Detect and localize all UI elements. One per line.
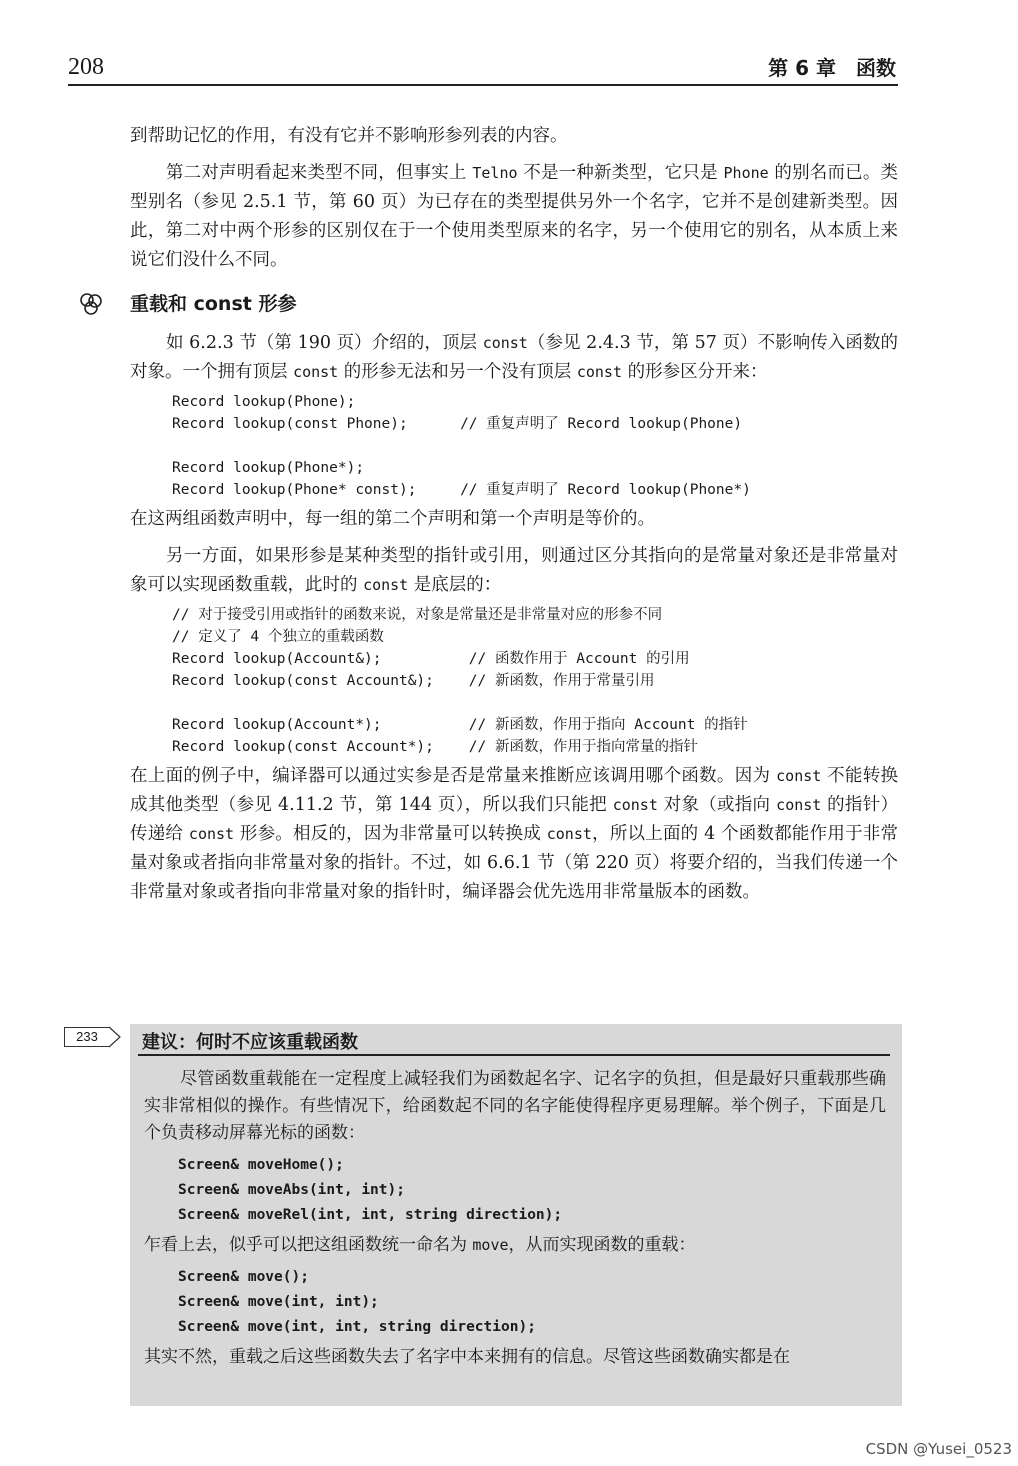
section-paragraph-4: 在上面的例子中，编译器可以通过实参是否是常量来推断应该调用哪个函数。因为 const 不能转换成其他类型（参见 4.11.2 节，第 144 页），所以我们只能把 const 对象（或指向 const 的指针）传递给 const 形参。相反的，因为非常量可以转换成 const，所以上面的 4 个函数都能作用于非常量对象或者指向非常量对象的指针。不过，如 6.6.1 节（第 220 页）将要介绍的，当我们传递一个非常量对象或者指向非常量对象的指针时，编译器会优先选用非常量版本的函数。 [130,766,899,902]
tip-paragraph-2: 乍看上去，似乎可以把这组函数统一命名为 move，从而实现函数的重载： [144,1235,696,1255]
chapter-title: 第 6 章 函数 [768,56,896,80]
section-heading [130,289,898,319]
intro-paragraph-2: 第二对声明看起来类型不同，但事实上 Telno 不是一种新类型，它只是 Phone 的别名而已。类型别名（参见 2.5.1 节，第 60 页）为已存在的类型提供另外一个名字，它并不是创建新类型。因此，第二对中两个形参的区别仅在于一个使用类型原来的名字，另一个使用它的别名，从本质上来说它们没什么不同。 [130,163,899,270]
section-title: 重载和 const 形参 [130,293,297,315]
chevron-right-icon [108,1026,122,1052]
main-content [130,122,898,907]
section-paragraph-1: 如 6.2.3 节（第 190 页）介绍的，顶层 const（参见 2.4.3 节，第 57 页）不影响传入函数的对象。一个拥有顶层 const 的形参无法和另一个没有顶层 const 的形参区分开来： [130,333,898,382]
margin-page-tag: 233 [64,1027,110,1047]
overloaded-circles-icon [78,291,104,326]
tip-paragraph-1: 尽管函数重载能在一定程度上减轻我们为函数起名字、记名字的负担，但是最好只重载那些确实非常相似的操作。有些情况下，给函数起不同的名字能使得程序更易理解。举个例子，下面是几个负责移动屏幕光标的函数： [144,1069,886,1143]
tip-body [144,1066,886,1371]
section-paragraph-3: 另一方面，如果形参是某种类型的指针或引用，则通过区分其指向的是常量对象还是非常量对象可以实现函数重载，此时的 const 是底层的： [130,546,898,595]
tip-paragraph-3: 其实不然，重载之后这些函数失去了名字中本来拥有的信息。尽管这些函数确实都是在 [144,1347,790,1367]
tip-title-rule [138,1054,890,1056]
intro-paragraph-1: 到帮助记忆的作用，有没有它并不影响形参列表的内容。 [130,126,568,146]
code-block-lookup-account: // 对于接受引用或指针的函数来说，对象是常量还是非常量对应的形参不同 // 定义了 4 个独立的重载函数 Record lookup(Account&); // 函数作用于 Account 的引用 Record lookup(const Account&); // 新函数，作用于常量引用 Record lookup(Account*); // 新函数，作用于指向 Account 的指针 Record lookup(const Account*); // 新函数，作用于指向常量的指针 [172,607,748,755]
watermark: CSDN @Yusei_0523 [865,1440,1012,1458]
tip-code-block-2: Screen& move(); Screen& move(int, int); Screen& move(int, int, string direction); [178,1269,536,1335]
tip-code-block-1: Screen& moveHome(); Screen& moveAbs(int, int); Screen& moveRel(int, int, string direction); [178,1157,563,1223]
header-rule [68,84,898,86]
section-paragraph-2: 在这两组函数声明中，每一组的第二个声明和第一个声明是等价的。 [130,509,655,529]
tip-box [130,1024,902,1406]
tip-title: 建议：何时不应该重载函数 [142,1032,358,1053]
page-number: 208 [68,54,104,80]
code-block-lookup-phone: Record lookup(Phone); Record lookup(const Phone); // 重复声明了 Record lookup(Phone) Record lookup(Phone*); Record lookup(Phone* const); // 重复声明了 Record lookup(Phone*) [172,394,751,498]
